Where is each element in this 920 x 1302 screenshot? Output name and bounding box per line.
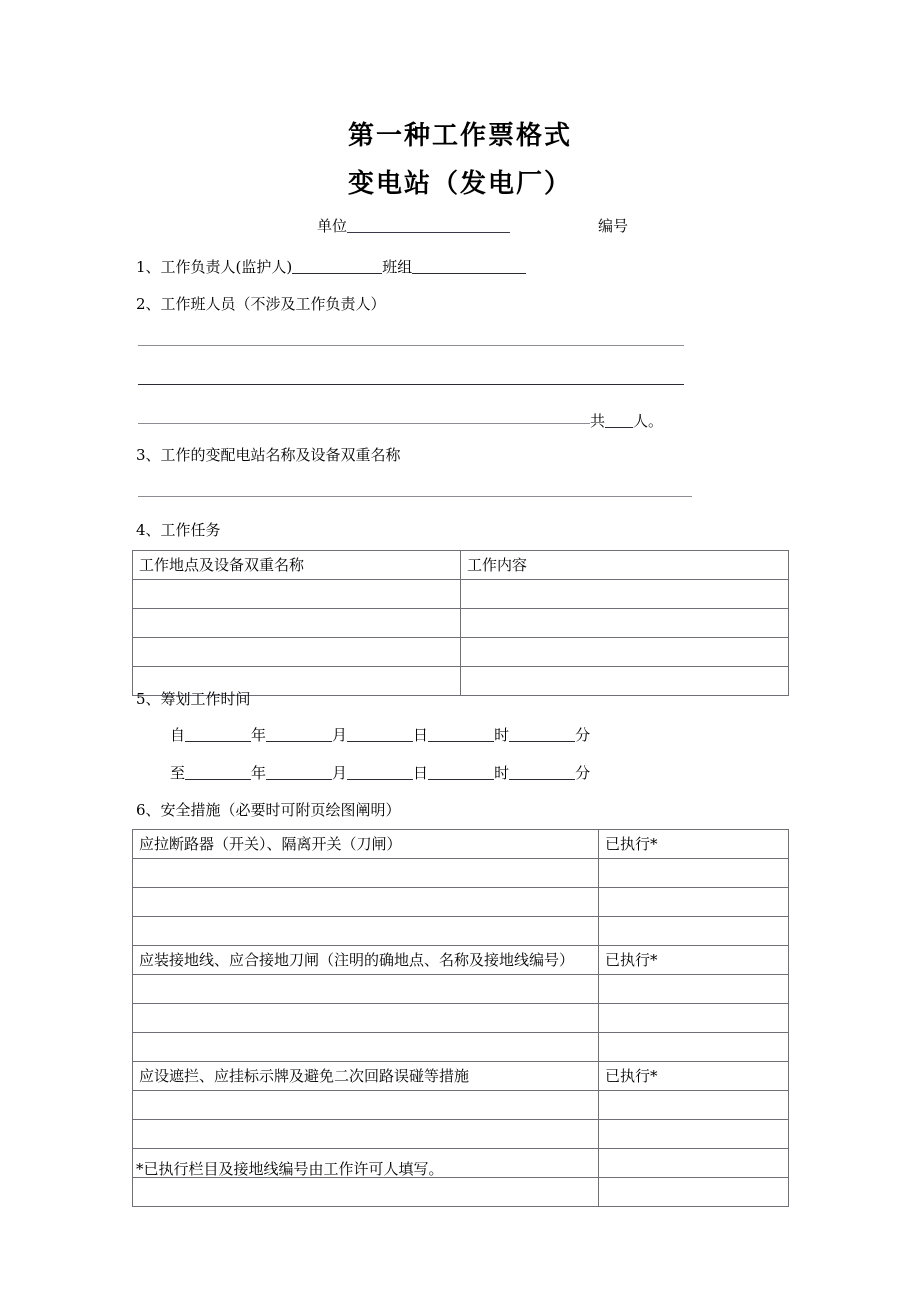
time-minute-label: 分 [575, 726, 591, 744]
work-task-cell-content[interactable] [461, 667, 789, 696]
table-row [133, 859, 789, 888]
safety-section-3-executed-label: 已执行* [599, 1062, 789, 1091]
crew-total-blank[interactable] [605, 427, 633, 428]
crew-line-3[interactable] [138, 423, 590, 424]
title-line-1: 第一种工作票格式 [347, 121, 572, 151]
work-task-header-location: 工作地点及设备双重名称 [133, 551, 461, 580]
work-task-cell-location[interactable] [133, 638, 461, 667]
safety-measure-cell[interactable] [133, 975, 599, 1004]
time-hour-label: 时 [494, 764, 510, 782]
item-5-label: 5、筹划工作时间 [136, 690, 251, 708]
safety-measure-cell[interactable] [133, 859, 599, 888]
item-6-label: 6、安全措施（必要时可附页绘图阐明） [136, 801, 401, 819]
item-4-work-task [136, 518, 221, 542]
footnote: *已执行栏目及接地线编号由工作许可人填写。 [136, 1160, 444, 1178]
time-day-label: 日 [413, 764, 429, 782]
to-minute-blank[interactable] [509, 779, 575, 780]
table-row [133, 638, 789, 667]
table-row [133, 1120, 789, 1149]
time-day-label: 日 [413, 726, 429, 744]
work-task-cell-location[interactable] [133, 580, 461, 609]
unit-label: 单位 [317, 217, 348, 235]
safety-executed-cell[interactable] [599, 1178, 789, 1207]
substation-name-line[interactable] [138, 496, 692, 497]
safety-measure-cell[interactable] [133, 1004, 599, 1033]
work-task-cell-content[interactable] [461, 638, 789, 667]
crew-total-prefix: 共 [590, 412, 606, 430]
safety-executed-cell[interactable] [599, 1120, 789, 1149]
work-task-cell-content[interactable] [461, 609, 789, 638]
crew-line-1[interactable] [138, 345, 684, 346]
time-from-label: 自 [170, 726, 186, 744]
table-row [133, 975, 789, 1004]
table-row [133, 1091, 789, 1120]
table-row [133, 888, 789, 917]
to-day-blank[interactable] [347, 779, 413, 780]
unit-and-number-row [317, 215, 877, 237]
table-row [133, 1004, 789, 1033]
responsible-person-blank[interactable] [292, 273, 382, 274]
from-year-blank[interactable] [185, 741, 251, 742]
safety-measure-cell[interactable] [133, 1091, 599, 1120]
item-2-label: 2、工作班人员（不涉及工作负责人） [136, 295, 386, 313]
table-row [133, 1033, 789, 1062]
safety-section-header-row [133, 1062, 789, 1091]
safety-executed-cell[interactable] [599, 1033, 789, 1062]
work-task-table [132, 550, 789, 696]
time-year-label: 年 [251, 726, 267, 744]
safety-executed-cell[interactable] [599, 888, 789, 917]
safety-section-3-header: 应设遮拦、应挂标示牌及避免二次回路误碰等措施 [133, 1062, 599, 1091]
planned-time-from-row [170, 723, 590, 747]
from-minute-blank[interactable] [509, 741, 575, 742]
safety-measure-cell[interactable] [133, 888, 599, 917]
to-month-blank[interactable] [266, 779, 332, 780]
item-1-responsible-person [136, 255, 526, 279]
item-3-substation-name [136, 443, 401, 467]
safety-measure-cell[interactable] [133, 1033, 599, 1062]
table-row [133, 580, 789, 609]
number-label: 编号 [598, 217, 629, 235]
safety-section-1-executed-label: 已执行* [599, 830, 789, 859]
from-day-blank[interactable] [347, 741, 413, 742]
safety-executed-cell[interactable] [599, 917, 789, 946]
unit-input-blank[interactable] [347, 232, 510, 233]
safety-measures-table [132, 829, 789, 1207]
to-hour-blank[interactable] [428, 779, 494, 780]
safety-section-2-executed-label: 已执行* [599, 946, 789, 975]
work-task-header-content: 工作内容 [461, 551, 789, 580]
crew-total-suffix: 人。 [633, 412, 664, 430]
document-title-block [0, 112, 920, 208]
safety-measure-cell[interactable] [133, 1178, 599, 1207]
from-hour-blank[interactable] [428, 741, 494, 742]
safety-executed-cell[interactable] [599, 859, 789, 888]
table-row [133, 609, 789, 638]
item-3-label: 3、工作的变配电站名称及设备双重名称 [136, 446, 401, 464]
table-row [133, 1178, 789, 1207]
time-month-label: 月 [332, 764, 348, 782]
safety-section-header-row [133, 946, 789, 975]
time-to-label: 至 [170, 764, 186, 782]
table-header-row [133, 551, 789, 580]
work-task-cell-content[interactable] [461, 580, 789, 609]
item-6-safety-measures [136, 798, 401, 822]
planned-time-to-row [170, 761, 590, 785]
safety-executed-cell[interactable] [599, 1091, 789, 1120]
safety-section-1-header: 应拉断路器（开关）、隔离开关（刀闸） [133, 830, 599, 859]
title-line-2: 变电站（发电厂） [347, 169, 572, 199]
item-1-team-label: 班组 [382, 258, 413, 276]
item-1-prefix-label: 1、工作负责人(监护人) [136, 258, 293, 276]
time-hour-label: 时 [494, 726, 510, 744]
item-5-planned-time [136, 687, 251, 711]
work-task-cell-location[interactable] [133, 609, 461, 638]
crew-line-2[interactable] [138, 384, 684, 385]
item-2-crew-members [136, 292, 386, 316]
table-row [133, 917, 789, 946]
time-year-label: 年 [251, 764, 267, 782]
safety-measure-cell[interactable] [133, 1120, 599, 1149]
crew-total-count [590, 411, 663, 431]
safety-executed-cell[interactable] [599, 975, 789, 1004]
to-year-blank[interactable] [185, 779, 251, 780]
time-minute-label: 分 [575, 764, 591, 782]
time-month-label: 月 [332, 726, 348, 744]
team-blank[interactable] [412, 273, 526, 274]
safety-executed-cell[interactable] [599, 1004, 789, 1033]
from-month-blank[interactable] [266, 741, 332, 742]
safety-section-2-header: 应装接地线、应合接地刀闸（注明的确地点、名称及接地线编号） [133, 946, 599, 975]
safety-section-header-row [133, 830, 789, 859]
safety-measure-cell[interactable] [133, 917, 599, 946]
safety-executed-cell[interactable] [599, 1149, 789, 1178]
item-4-label: 4、工作任务 [136, 521, 221, 539]
